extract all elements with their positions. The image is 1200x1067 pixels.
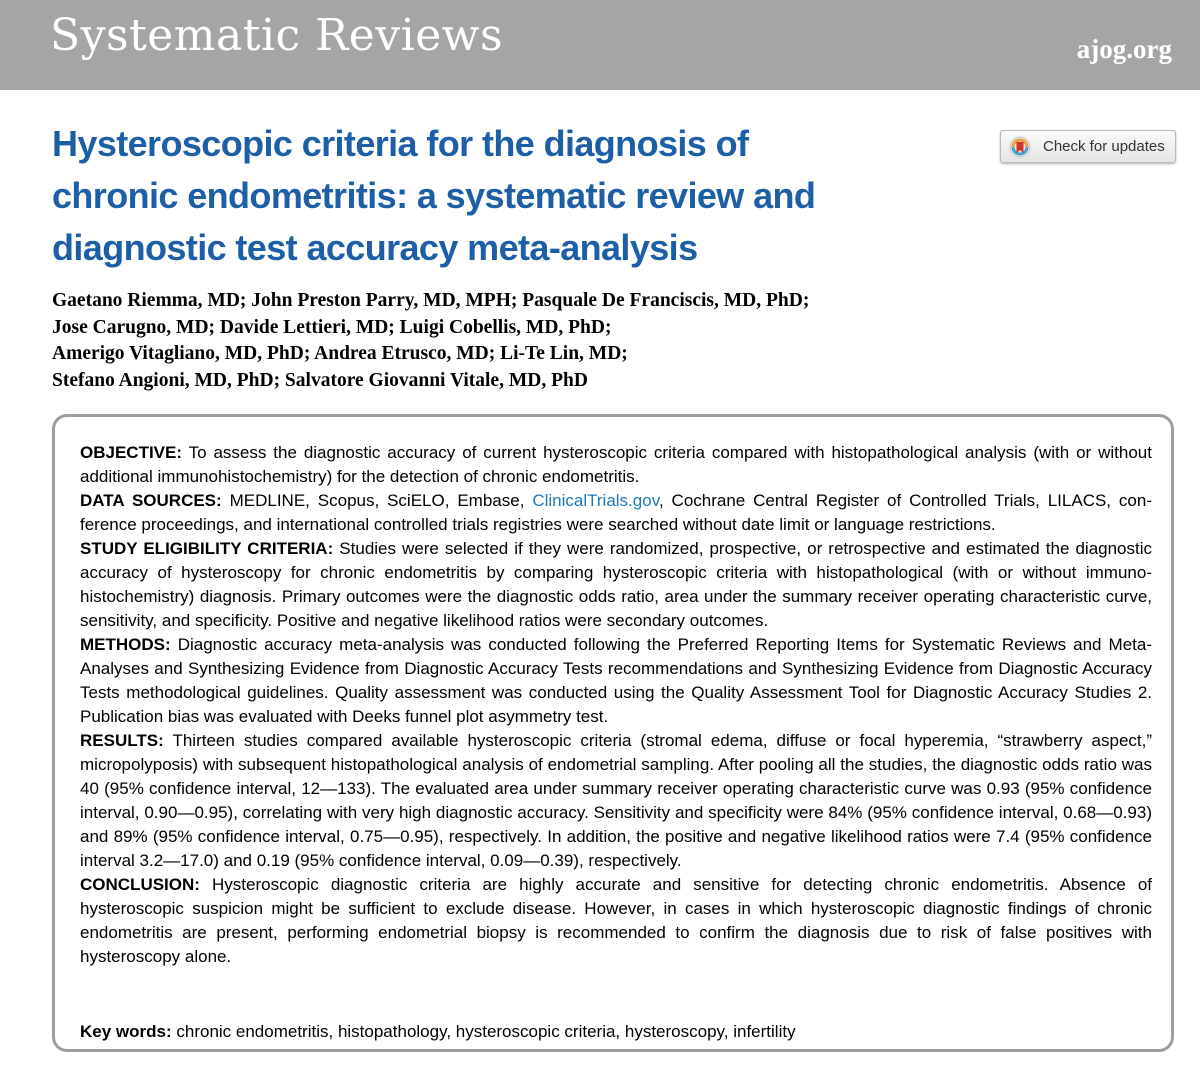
abstract-body bbox=[80, 441, 1152, 969]
keywords-text: chronic endometritis, histopathology, hysteroscopic criteria, hysteroscopy, infertility bbox=[176, 1022, 796, 1041]
journal-header bbox=[0, 0, 1200, 90]
objective-text: To assess the diagnostic accuracy of current hysteroscopic criteria compared with histopathological analysis (with or without additional immunohistochemistry) for the detection of chronic endometritis. bbox=[80, 443, 1152, 486]
clinicaltrials-link[interactable]: ClinicalTrials.gov bbox=[532, 491, 659, 510]
author-list bbox=[52, 288, 972, 394]
article-title-line: chronic endometritis: a systematic review and bbox=[52, 175, 816, 216]
keywords-line bbox=[80, 1020, 1152, 1044]
methods-label: METHODS: bbox=[80, 635, 171, 654]
abstract-box bbox=[52, 414, 1174, 1052]
journal-section-title: Systematic Reviews bbox=[50, 10, 504, 61]
article-title-line: Hysteroscopic criteria for the diagnosis of bbox=[52, 123, 749, 164]
methods-section bbox=[80, 633, 1152, 729]
conclusion-text: Hysteroscopic diagnostic criteria are highly accurate and sensitive for detecting chronic endometritis. Absence of hysteroscopic suspicion might be sufficient to exclude disease. However, in cases in which hysteroscopic diagnostic findings of chronic endometritis are present, performing endometrial biopsy is recommended to confirm the diagnosis due to risk of false positives with hysteroscopy alone. bbox=[80, 875, 1152, 966]
results-section bbox=[80, 729, 1152, 873]
objective-label: OBJECTIVE: bbox=[80, 443, 183, 462]
eligibility-label: STUDY ELIGIBILITY CRITERIA: bbox=[80, 539, 334, 558]
check-for-updates-label: Check for updates bbox=[1043, 138, 1165, 155]
keywords-label: Key words: bbox=[80, 1022, 172, 1041]
conclusion-section bbox=[80, 873, 1152, 969]
data-sources-text-cont: , Cochrane Central Register of Controlled Trials, LILACS, conference proceedings, and international controlled trials registries were searched without date limit or language restrictions. bbox=[80, 491, 1153, 534]
data-sources-section bbox=[80, 489, 1152, 537]
author-line: Amerigo Vitagliano, MD, PhD; Andrea Etrusco, MD; Li-Te Lin, MD; bbox=[52, 343, 628, 364]
author-line: Gaetano Riemma, MD; John Preston Parry, MD, MPH; Pasquale De Franciscis, MD, PhD; bbox=[52, 290, 810, 311]
objective-section bbox=[80, 441, 1152, 489]
results-label: RESULTS: bbox=[80, 731, 164, 750]
results-text: Thirteen studies compared available hysteroscopic criteria (stromal edema, diffuse or focal hyperemia, “strawberry aspect,” micropolyposis) with subsequent histopathological analysis of endometrial sampling. After pooling all the studies, the diagnostic odds ratio was 40 (95% confidence interval, 12—133). The evaluated area under summary receiver operating characteristic curve was 0.93 (95% confidence interval, 0.90—0.95), correlating with very high diagnostic accuracy. Sensitivity and specificity were 84% (95% confidence interval, 0.68—0.93) and 89% (95% confidence interval, 0.75—0.95), respectively. In addition, the positive and negative likelihood ratios were 7.4 (95% confidence interval 3.2—17.0) and 0.19 (95% confidence interval, 0.09—0.39), respectively. bbox=[80, 731, 1152, 870]
eligibility-text: Studies were selected if they were randomized, prospective, or retrospective and estimated the diagnostic accuracy of hysteroscopy for chronic endometritis by comparing hysteroscopic criteria with histopathological (with or without immunohistochemistry) diagnosis. Primary outcomes were the diagnostic odds ratio, area under the summary receiver operating characteristic curve, sensitivity, and specificity. Positive and negative likelihood ratios were secondary outcomes. bbox=[80, 539, 1153, 630]
journal-site-link[interactable]: ajog.org bbox=[1076, 34, 1172, 64]
article-title-line: diagnostic test accuracy meta-analysis bbox=[52, 227, 698, 268]
crossmark-icon bbox=[1009, 136, 1031, 158]
conclusion-label: CONCLUSION: bbox=[80, 875, 200, 894]
eligibility-section bbox=[80, 537, 1152, 633]
article-title bbox=[52, 118, 972, 274]
methods-text: Diagnostic accuracy meta-analysis was conducted following the Preferred Reporting Items for Systematic Reviews and Meta-Analyses and Synthesizing Evidence from Diagnostic Accuracy Tests recommendations and Synthesizing Evidence from Diagnostic Accuracy Tests methodological guidelines. Quality assessment was conducted using the Quality Assessment Tool for Diagnostic Accuracy Studies 2. Publication bias was evaluated with Deeks funnel plot asymmetry test. bbox=[80, 635, 1152, 726]
data-sources-label: DATA SOURCES: bbox=[80, 491, 222, 510]
check-for-updates-button[interactable] bbox=[1000, 130, 1176, 163]
author-line: Stefano Angioni, MD, PhD; Salvatore Giovanni Vitale, MD, PhD bbox=[52, 369, 588, 391]
data-sources-text: MEDLINE, Scopus, SciELO, Embase, bbox=[229, 491, 525, 510]
author-line: Jose Carugno, MD; Davide Lettieri, MD; Luigi Cobellis, MD, PhD; bbox=[52, 316, 612, 338]
